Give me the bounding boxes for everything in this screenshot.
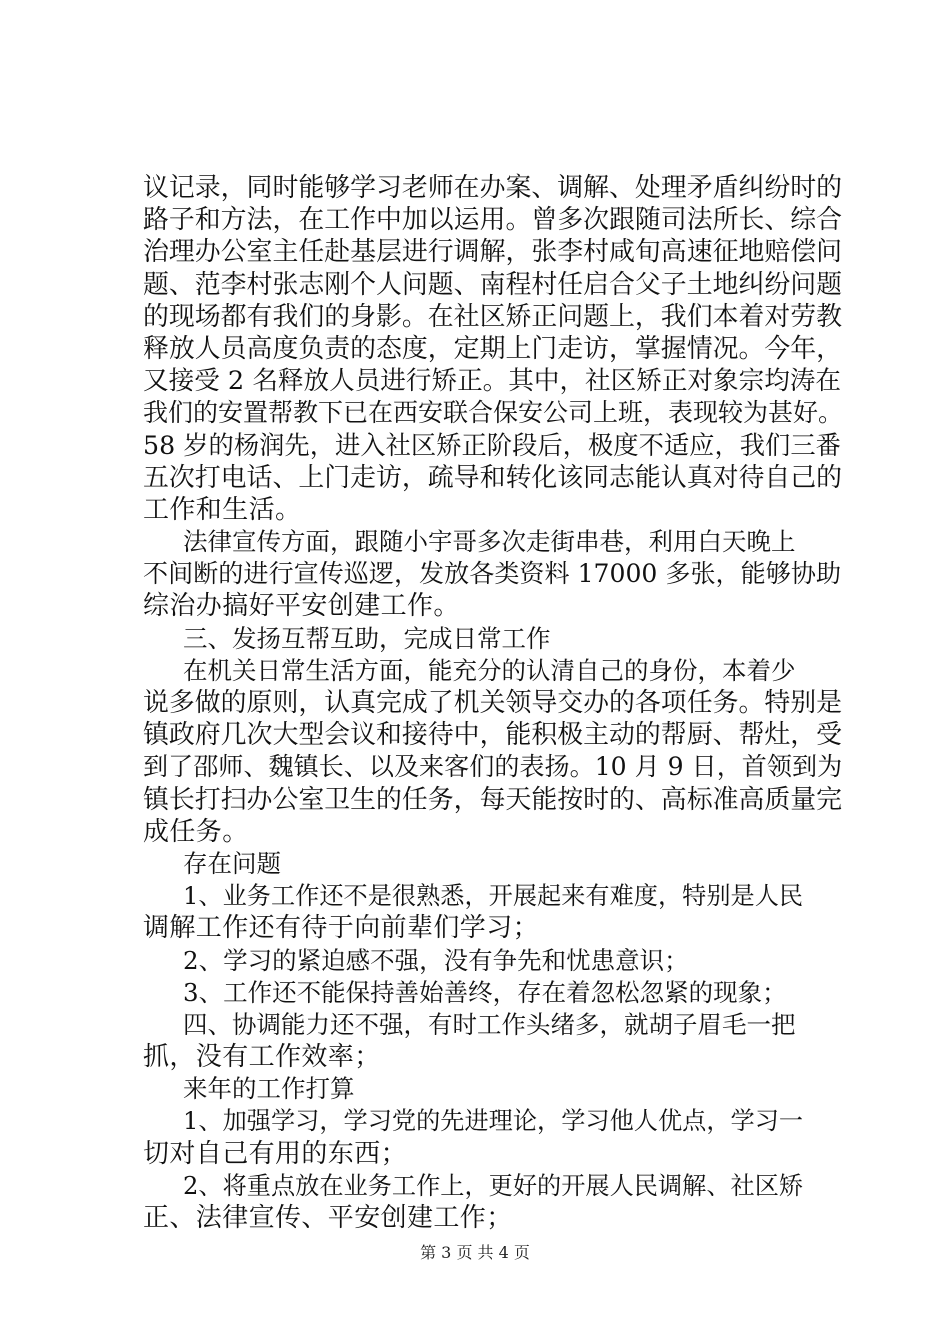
text-line: 2、学习的紧迫感不强，没有争先和忧患意识； (183, 945, 689, 975)
text-line: 五次打电话、上门走访，疏导和转化该同志能认真对待自己的 (143, 462, 843, 493)
text-line: 镇政府几次大型会议和接待中，能积极主动的帮厨、帮灶，受 (143, 720, 843, 751)
text-line: 法律宣传方面，跟随小宇哥多次走街串巷，利用白天晚上 (183, 527, 796, 557)
text-line: 镇长打扫办公室卫生的任务，每天能按时的、高标准高质量完 (143, 784, 843, 815)
text-line: 工作和生活。 (143, 494, 302, 525)
text-line: 题、范李村张志刚个人问题、南程村任启合父子土地纠纷问题 (143, 269, 843, 300)
text-line: 成任务。 (143, 816, 249, 847)
text-line: 的现场都有我们的身影。在社区矫正问题上，我们本着对劳教 (143, 301, 843, 332)
text-line: 调解工作还有待于向前辈们学习； (143, 913, 540, 944)
text-line: 1、加强学习，学习党的先进理论，学习他人优点，学习一 (183, 1107, 804, 1136)
text-line: 治理办公室主任赴基层进行调解，张李村咸旬高速征地赔偿问 (143, 237, 843, 268)
text-line: 来年的工作打算 (183, 1074, 355, 1104)
text-line: 到了邵师、魏镇长、以及来客们的表扬。10 月 9 日，首领到为 (143, 752, 843, 782)
text-line: 综治办搞好平安创建工作。 (143, 591, 460, 622)
text-line: 释放人员高度负责的态度，定期上门走访，掌握情况。今年， (143, 333, 843, 364)
text-line: 1、业务工作还不是很熟悉，开展起来有难度，特别是人民 (183, 882, 804, 911)
text-line: 3、工作还不能保持善始善终，存在着忽松忽紧的现象； (183, 977, 787, 1007)
text-line: 路子和方法，在工作中加以运用。曾多次跟随司法所长、综合 (143, 205, 843, 236)
text-line: 58 岁的杨润先，进入社区矫正阶段后，极度不适应，我们三番 (143, 430, 841, 460)
text-line: 四、协调能力还不强，有时工作头绪多，就胡子眉毛一把 (183, 1009, 796, 1039)
text-line: 存在问题 (183, 848, 281, 878)
text-line: 我们的安置帮教下已在西安联合保安公司上班，表现较为甚好。 (143, 398, 844, 428)
document-body (143, 172, 843, 1234)
text-line: 不间断的进行宣传巡逻，发放各类资料 17000 多张，能够协助 (143, 559, 842, 589)
text-line: 抓，没有工作效率； (143, 1042, 381, 1073)
text-line: 三、发扬互帮互助，完成日常工作 (183, 623, 551, 653)
text-line: 正、法律宣传、平安创建工作； (143, 1203, 513, 1233)
text-line: 2、将重点放在业务工作上，更好的开展人民调解、社区矫 (183, 1171, 804, 1200)
text-line: 议记录，同时能够学习老师在办案、调解、处理矛盾纠纷时的 (143, 173, 843, 203)
text-line: 又接受 2 名释放人员进行矫正。其中，社区矫正对象宗均涛在 (143, 366, 841, 397)
text-line: 切对自己有用的东西； (143, 1138, 408, 1169)
text-line: 在机关日常生活方面，能充分的认清自己的身份，本着少 (183, 655, 796, 685)
page-footer: 第 3 页 共 4 页 (420, 1243, 530, 1262)
text-line: 说多做的原则，认真完成了机关领导交办的各项任务。特别是 (143, 688, 843, 718)
